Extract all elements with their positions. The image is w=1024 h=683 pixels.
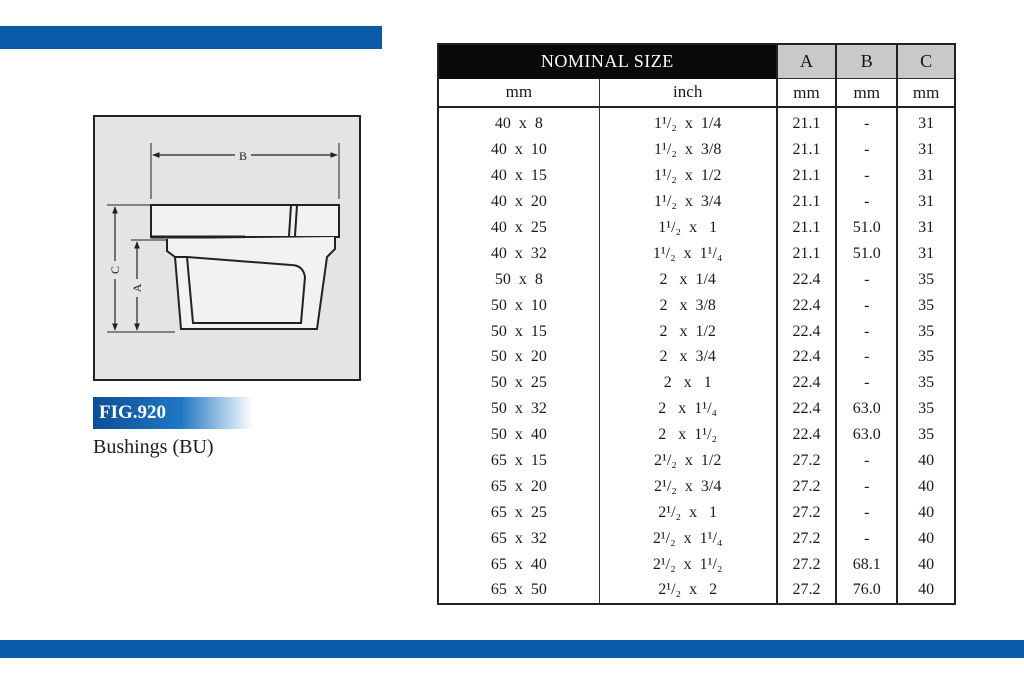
table-row: [438, 448, 955, 474]
cell-inch: 2 x 1: [599, 370, 776, 396]
cell-inch: 2 x 1/4: [599, 266, 776, 292]
cell-inch: 2¹/₂ x 2: [599, 577, 776, 604]
cell-mm: 65 x 15: [490, 452, 547, 470]
cell-c: 35: [897, 422, 955, 448]
cell-a: 27.2: [777, 499, 837, 525]
b-unit-header: mm: [836, 79, 897, 108]
cell-c: 40: [897, 577, 955, 604]
cell-mm: 50 x 40: [490, 426, 547, 444]
table-row: [438, 344, 955, 370]
cell-b: -: [836, 499, 897, 525]
cell-c: 35: [897, 370, 955, 396]
cell-mm: 40 x 10: [490, 141, 547, 159]
cell-inch: 2¹/₂ x 1/2: [599, 448, 776, 474]
cell-a: 22.4: [777, 370, 837, 396]
cell-b: -: [836, 163, 897, 189]
cell-mm: 65 x 25: [490, 503, 547, 521]
table-row: [438, 189, 955, 215]
cell-a: 21.1: [777, 240, 837, 266]
cell-b: 76.0: [836, 577, 897, 604]
cell-c: 40: [897, 551, 955, 577]
c-dim-label: C: [108, 265, 122, 275]
cell-c: 35: [897, 318, 955, 344]
bottom-accent-bar: [0, 640, 1024, 658]
table-row: [438, 163, 955, 189]
c-header: C: [897, 44, 955, 79]
cell-a: 22.4: [777, 422, 837, 448]
cell-inch: 2 x 1¹/₄: [599, 396, 776, 422]
cell-mm: 50 x 32: [490, 400, 547, 418]
cell-a: 21.1: [777, 189, 837, 215]
cell-a: 21.1: [777, 107, 837, 137]
cell-inch: 1¹/₂ x 3/8: [599, 137, 776, 163]
bushing-diagram: [95, 117, 359, 379]
cell-a: 22.4: [777, 266, 837, 292]
cell-b: -: [836, 137, 897, 163]
table-row: [438, 499, 955, 525]
cell-b: 63.0: [836, 396, 897, 422]
table-body: [438, 107, 955, 604]
table-row: [438, 318, 955, 344]
c-unit-header: mm: [897, 79, 955, 108]
cell-inch: 1¹/₂ x 3/4: [599, 189, 776, 215]
cell-inch: 2 x 1¹/₂: [599, 422, 776, 448]
cell-c: 35: [897, 292, 955, 318]
cell-b: -: [836, 370, 897, 396]
cell-b: 51.0: [836, 240, 897, 266]
figure-number-badge: FIG.920: [93, 397, 253, 429]
cell-c: 35: [897, 266, 955, 292]
cell-b: 63.0: [836, 422, 897, 448]
cell-mm: 65 x 40: [490, 555, 547, 573]
table-row: [438, 422, 955, 448]
cell-mm: 50 x 20: [490, 348, 547, 366]
figure-caption: Bushings (BU): [93, 436, 214, 458]
cell-inch: 2¹/₂ x 1¹/₂: [599, 551, 776, 577]
bushing-flange: [151, 205, 339, 237]
cell-c: 40: [897, 473, 955, 499]
table-row: [438, 551, 955, 577]
table-row: [438, 577, 955, 604]
cell-a: 22.4: [777, 318, 837, 344]
b-dim-label: B: [238, 149, 248, 163]
cell-c: 31: [897, 107, 955, 137]
cell-b: -: [836, 292, 897, 318]
cell-mm: 65 x 32: [490, 529, 547, 547]
table-row: [438, 107, 955, 137]
b-header: B: [836, 44, 897, 79]
cell-mm: 50 x 8: [494, 270, 543, 288]
cell-c: 31: [897, 163, 955, 189]
cell-c: 40: [897, 499, 955, 525]
inch-unit-header: inch: [599, 79, 776, 108]
cell-mm: 65 x 20: [490, 477, 547, 495]
cell-inch: 1¹/₂ x 1/4: [599, 107, 776, 137]
cell-b: -: [836, 344, 897, 370]
cell-inch: 1¹/₂ x 1¹/₄: [599, 240, 776, 266]
cell-c: 31: [897, 215, 955, 241]
cell-b: -: [836, 189, 897, 215]
cell-c: 31: [897, 137, 955, 163]
cell-c: 35: [897, 396, 955, 422]
a-unit-header: mm: [777, 79, 837, 108]
cell-a: 21.1: [777, 137, 837, 163]
bushing-size-table: [437, 43, 956, 605]
cell-mm: 40 x 25: [490, 219, 547, 236]
cell-mm: 50 x 15: [490, 322, 547, 340]
table-row: [438, 396, 955, 422]
cell-inch: 1¹/₂ x 1/2: [599, 163, 776, 189]
top-accent-bar: [0, 26, 382, 49]
cell-b: -: [836, 525, 897, 551]
cell-b: -: [836, 107, 897, 137]
cell-mm: 65 x 50: [490, 581, 547, 599]
table-row: [438, 240, 955, 266]
cell-b: -: [836, 448, 897, 474]
cell-c: 40: [897, 525, 955, 551]
cell-inch: 2 x 3/4: [599, 344, 776, 370]
cell-inch: 2¹/₂ x 3/4: [599, 473, 776, 499]
cell-inch: 2¹/₂ x 1¹/₄: [599, 525, 776, 551]
table-row: [438, 215, 955, 241]
mm-unit-header: mm: [438, 79, 599, 108]
cell-a: 27.2: [777, 577, 837, 604]
cell-mm: 40 x 20: [490, 193, 547, 211]
nominal-size-header: NOMINAL SIZE: [438, 44, 777, 79]
cell-mm: 50 x 10: [490, 296, 547, 314]
a-dim-label: A: [130, 283, 144, 293]
cell-a: 21.1: [777, 163, 837, 189]
cell-c: 31: [897, 240, 955, 266]
cell-a: 27.2: [777, 551, 837, 577]
cell-b: 51.0: [836, 215, 897, 241]
cell-a: 21.1: [777, 215, 837, 241]
cell-a: 27.2: [777, 473, 837, 499]
a-header: A: [777, 44, 837, 79]
table-row: [438, 266, 955, 292]
cell-c: 40: [897, 448, 955, 474]
cell-inch: 2 x 3/8: [599, 292, 776, 318]
table-row: [438, 473, 955, 499]
cell-a: 27.2: [777, 448, 837, 474]
cell-mm: 50 x 25: [490, 374, 547, 392]
cell-a: 22.4: [777, 396, 837, 422]
cell-mm: 40 x 15: [490, 167, 547, 185]
table-row: [438, 370, 955, 396]
table-header-row: [438, 44, 955, 79]
cell-inch: 1¹/₂ x 1: [599, 215, 776, 241]
cell-c: 35: [897, 344, 955, 370]
table-units-row: [438, 79, 955, 108]
cell-b: -: [836, 473, 897, 499]
cell-a: 22.4: [777, 344, 837, 370]
table-row: [438, 137, 955, 163]
cell-inch: 2 x 1/2: [599, 318, 776, 344]
cell-c: 31: [897, 189, 955, 215]
cell-inch: 2¹/₂ x 1: [599, 499, 776, 525]
cell-b: -: [836, 318, 897, 344]
cell-b: -: [836, 266, 897, 292]
cell-mm: 40 x 8: [494, 115, 543, 133]
cell-a: 22.4: [777, 292, 837, 318]
cell-b: 68.1: [836, 551, 897, 577]
table-row: [438, 525, 955, 551]
cell-a: 27.2: [777, 525, 837, 551]
bushing-drawing: [93, 115, 361, 381]
table-row: [438, 292, 955, 318]
cell-mm: 40 x 32: [490, 244, 547, 262]
